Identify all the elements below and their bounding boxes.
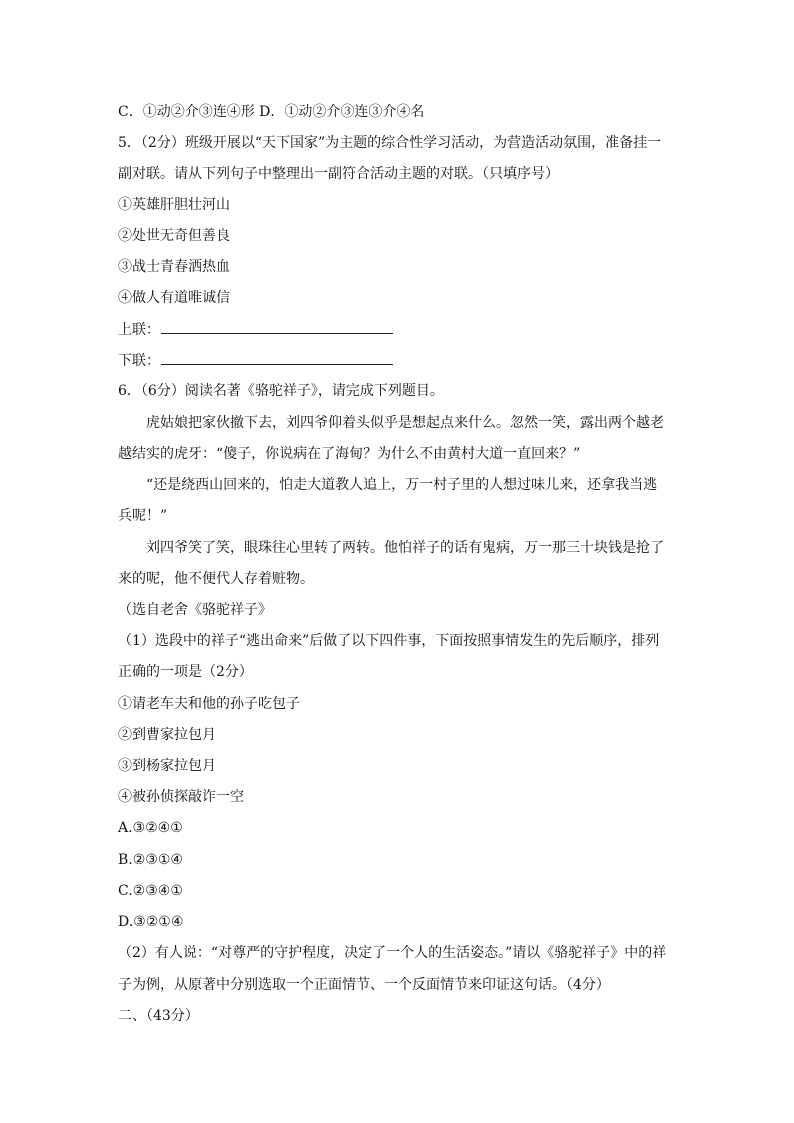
sub2-stem-line-1: （2）有人说：“对尊严的守护程度，决定了一个人的生活姿态。”请以《骆驼祥子》中的祥 — [118, 945, 667, 961]
passage-p1-line-1: 虎姑娘把家伙撤下去，刘四爷仰着头似乎是想起点来什么。忽然一笑，露出两个越老 — [146, 415, 664, 431]
passage-p2-line-2: 兵呢！” — [118, 508, 168, 524]
sub1-choice-d: D.③②①④ — [118, 914, 184, 930]
q5-lower-couplet-label: 下联： — [118, 353, 160, 369]
q5-option-1: ①英雄肝胆壮河山 — [118, 197, 230, 213]
section-2-heading: 二、（43分） — [118, 1008, 199, 1024]
passage-p3-line-1: 刘四爷笑了笑，眼珠往心里转了两转。他怕祥子的话有鬼病，万一那三十块钱是抢了 — [146, 540, 664, 556]
sub1-event-2: ②到曹家拉包月 — [118, 727, 216, 743]
passage-p1-line-2: 越结实的虎牙：“傻子，你说病在了海甸？为什么不由黄村大道一直回来？” — [118, 446, 581, 462]
sub1-event-3: ③到杨家拉包月 — [118, 758, 216, 774]
q6-stem: 6．（6分）阅读名著《骆驼祥子》，请完成下列题目。 — [118, 383, 444, 399]
passage-p3-line-2: 来的呢，他不便代人存着赃物。 — [118, 571, 314, 587]
q5-upper-couplet-label: 上联： — [118, 322, 160, 338]
q5-stem-line-1: 5．（2分）班级开展以“天下国家”为主题的综合性学习活动，为营造活动氛围，准备挂一 — [118, 135, 662, 151]
q5-option-3: ③战士青春洒热血 — [118, 259, 230, 275]
q5-upper-couplet-row — [118, 319, 678, 339]
sub1-choice-c: C.②③④① — [118, 883, 183, 899]
sub1-event-1: ①请老车夫和他的孙子吃包子 — [118, 696, 300, 712]
q5-stem-line-2: 副对联。请从下列句子中整理出一副符合活动主题的对联。（只填序号） — [118, 166, 559, 182]
sub1-stem-line-2: 正确的一项是（2分） — [118, 664, 253, 680]
passage-source: （选自老舍《骆驼祥子》 — [118, 602, 272, 618]
sub1-event-4: ④被孙侦探敲诈一空 — [118, 789, 244, 805]
q5-lower-couplet-row — [118, 350, 678, 370]
q5-lower-couplet-blank[interactable] — [161, 350, 393, 365]
passage-p2-line-1: “还是绕西山回来的，怕走大道教人追上，万一村子里的人想过味儿来，还拿我当逃 — [146, 477, 658, 493]
q5-upper-couplet-blank[interactable] — [161, 319, 393, 334]
sub1-stem-line-1: （1）选段中的祥子“逃出命来”后做了以下四件事，下面按照事情发生的先后顺序，排列 — [118, 633, 660, 649]
sub1-choice-b: B.②③①④ — [118, 852, 183, 868]
sub2-stem-line-2: 子为例，从原著中分别选取一个正面情节、一个反面情节来印证这句话。（4分） — [118, 977, 610, 993]
q4-options: C．①动②介③连④形 D．①动②介③连③介④名 — [118, 104, 425, 120]
q5-option-2: ②处世无奇但善良 — [118, 228, 230, 244]
sub1-choice-a: A.③②④① — [118, 820, 183, 836]
q5-option-4: ④做人有道唯诚信 — [118, 290, 230, 306]
